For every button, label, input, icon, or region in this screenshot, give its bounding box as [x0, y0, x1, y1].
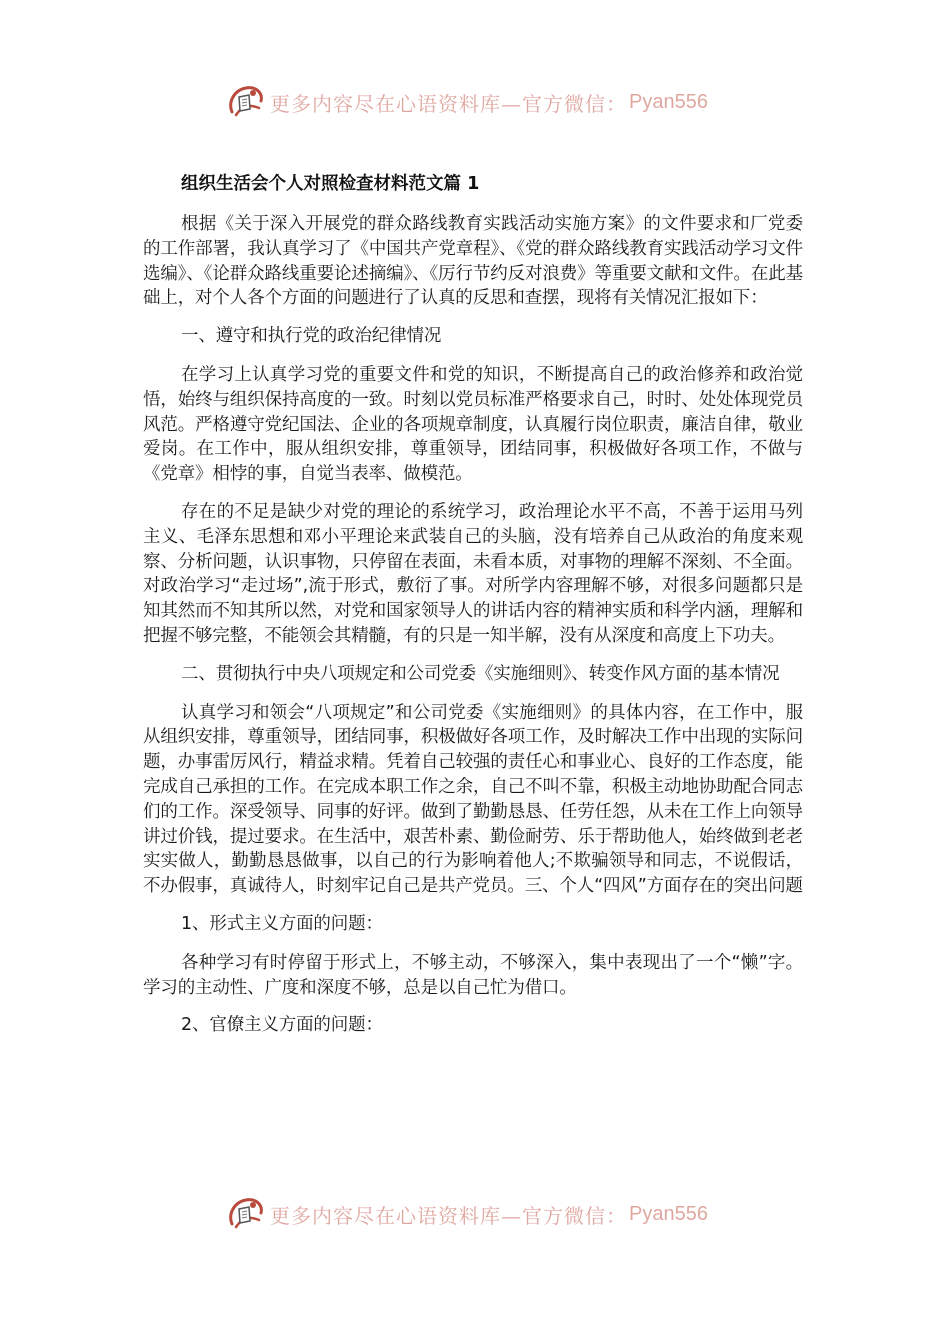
subheading-formalism: 1、形式主义方面的问题：	[181, 913, 383, 934]
footer-watermark-banner	[226, 1192, 708, 1236]
paragraph-formalism: 各种学习有时停留于形式上，不够主动，不够深入，集中表现出了一个“懒”字。学习的主动性、广度和深度不够，总是以自己忙为借口。	[143, 952, 803, 998]
subheading-bureaucratism: 2、官僚主义方面的问题：	[181, 1015, 383, 1036]
banner-text: 更多内容尽在心语资料库—官方微信：	[270, 1203, 627, 1228]
document-title: 组织生活会个人对照检查材料范文篇 1	[181, 174, 480, 194]
banner-wechat-id: Pyan556	[629, 90, 708, 113]
book-swirl-logo-icon	[226, 82, 266, 122]
document-body	[143, 170, 803, 1052]
section-heading-1: 一、遵守和执行党的政治纪律情况	[181, 326, 442, 347]
book-swirl-logo-icon	[226, 1194, 266, 1234]
paragraph-shortcomings: 存在的不足是缺少对党的理论的系统学习，政治理论水平不高，不善于运用马列主义、毛泽东思想和邓小平理论来武装自己的头脑，没有培养自己从政治的角度来观察、分析问题，认识事物，只停留在表面，未看本质，对事物的理解不深刻、不全面。对政治学习“走过场”,流于形式，敷衍了事。对所学内容理解不够，对很多问题都只是知其然而不知其所以然，对党和国家领导人的讲话内容的精神实质和科学内涵，理解和把握不够完整，不能领会其精髓，有的只是一知半解，没有从深度和高度上下功夫。	[143, 501, 803, 646]
paragraph-intro: 根据《关于深入开展党的群众路线教育实践活动实施方案》的文件要求和厂党委的工作部署，我认真学习了《中国共产党章程》、《党的群众路线教育实践活动学习文件选编》、《论群众路线重要论述摘编》、《厉行节约反对浪费》等重要文献和文件。在此基础上，对个人各个方面的问题进行了认真的反思和查摆，现将有关情况汇报如下：	[143, 214, 803, 309]
banner-wechat-id: Pyan556	[629, 1202, 708, 1225]
section-heading-2: 二、贯彻执行中央八项规定和公司党委《实施细则》、转变作风方面的基本情况	[181, 663, 780, 684]
paragraph-discipline: 在学习上认真学习党的重要文件和党的知识，不断提高自己的政治修养和政治觉悟，始终与组织保持高度的一致。时刻以党员标准严格要求自己，时时、处处体现党员风范。严格遵守党纪国法、企业的各项规章制度，认真履行岗位职责，廉洁自律，敬业爱岗。在工作中，服从组织安排，尊重领导，团结同事，积极做好各项工作，不做与《党章》相悖的事，自觉当表率、做模范。	[143, 364, 803, 485]
paragraph-eight-rules: 认真学习和领会“八项规定”和公司党委《实施细则》的具体内容，在工作中，服从组织安排，尊重领导，团结同事，积极做好各项工作，及时解决工作中出现的实际问题，办事雷厉风行，精益求精。凭着自己较强的责任心和事业心、良好的工作态度，能完成自己承担的工作。在完成本职工作之余，自己不叫不靠，积极主动地协助配合同志们的工作。深受领导、同事的好评。做到了勤勤恳恳、任劳任怨，从未在工作上向领导讲过价钱，提过要求。在生活中，艰苦朴素、勤俭耐劳、乐于帮助他人，始终做到老老实实做人，勤勤恳恳做事，以自己的行为影响着他人;不欺骗领导和同志，不说假话，不办假事，真诚待人，时刻牢记自己是共产党员。三、个人“四风”方面存在的突出问题	[143, 702, 803, 897]
banner-text: 更多内容尽在心语资料库—官方微信：	[270, 91, 627, 116]
header-watermark-banner	[226, 80, 708, 124]
